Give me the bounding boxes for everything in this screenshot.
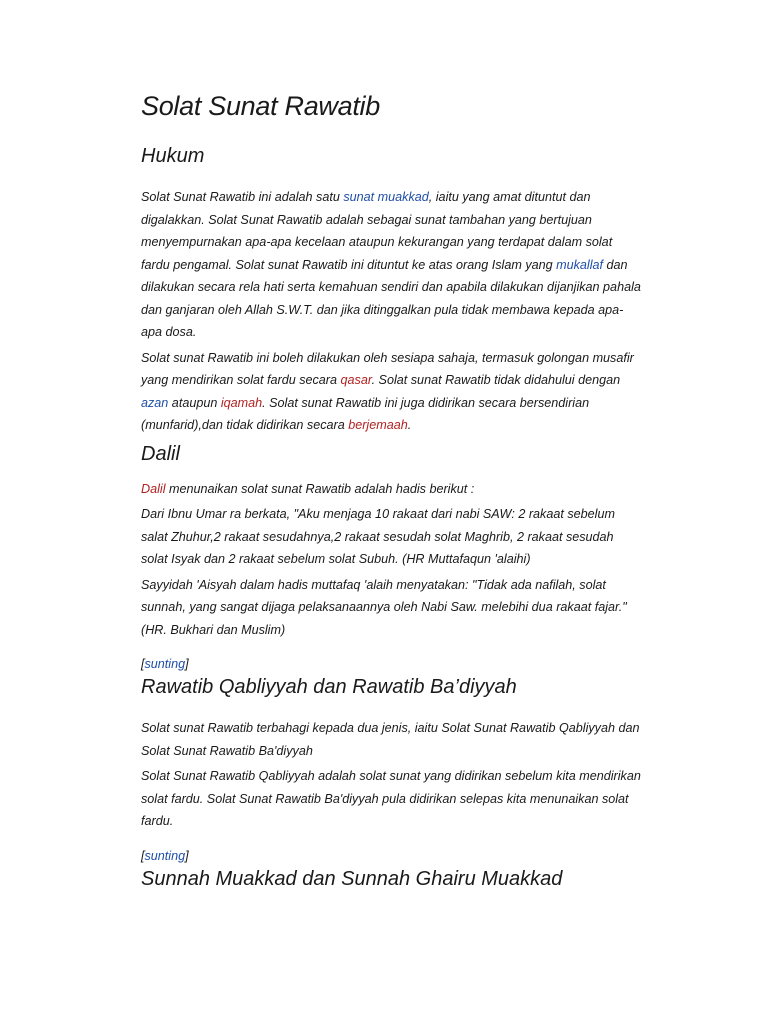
- edit-link-2: [sunting]: [141, 848, 189, 863]
- hukum-paragraph-2: Solat sunat Rawatib ini boleh dilakukan oleh sesiapa sahaja, termasuk golongan musafir yang mendirikan solat fardu secara qasar. Solat sunat Rawatib tidak didahului dengan azan ataupun iqamah. Solat sunat Rawatib ini juga didirikan secara bersendirian (munfarid),dan tidak didirikan secara berjemaah.: [141, 350, 634, 432]
- article-body: [141, 86, 641, 893]
- dalil-paragraph-3: Sayyidah 'Aisyah dalam hadis muttafaq 'alaih menyatakan: "Tidak ada nafilah, solat sunnah, yang sangat dijaga pelaksanaannya oleh Nabi Saw. melebihi dua rakaat fajar." (HR. Bukhari dan Muslim): [141, 577, 627, 637]
- sunting-link[interactable]: sunting: [144, 657, 186, 671]
- link-azan[interactable]: azan: [141, 395, 169, 410]
- link-qasar[interactable]: qasar: [340, 373, 372, 387]
- rawatib-paragraph-2: Solat Sunat Rawatib Qabliyyah adalah solat sunat yang didirikan sebelum kita mendirikan solat fardu. Solat Sunat Rawatib Ba'diyyah pula didirikan selepas kita menunaikan solat fardu.: [141, 769, 641, 828]
- heading-rawatib: Rawatib Qabliyyah dan Rawatib Ba’diyyah: [141, 676, 517, 698]
- heading-dalil: Dalil: [141, 442, 180, 465]
- sunting-link[interactable]: sunting: [144, 848, 186, 863]
- rawatib-paragraph-1: Solat sunat Rawatib terbahagi kepada dua jenis, iaitu Solat Sunat Rawatib Qabliyyah dan Solat Sunat Rawatib Ba'diyyah: [141, 721, 640, 758]
- heading-sunnah: Sunnah Muakkad dan Sunnah Ghairu Muakkad: [141, 867, 563, 890]
- link-berjemaah[interactable]: berjemaah: [348, 418, 408, 432]
- link-sunat-muakkad[interactable]: sunat muakkad: [343, 190, 429, 204]
- hukum-paragraph-1: Solat Sunat Rawatib ini adalah satu sunat muakkad, iaitu yang amat dituntut dan digalakkan. Solat Sunat Rawatib adalah sebagai sunat tambahan yang bertujuan menyempurnakan apa-apa kecelaan ataupun kekurangan yang terdapat dalam solat fardu pengamal. Solat sunat Rawatib ini dituntut ke atas orang Islam yang mukallaf dan dilakukan secara rela hati serta kemahuan sendiri dan apabila dilakukan dijanjikan pahala dan ganjaran oleh Allah S.W.T. dan jika ditinggalkan pula tidak membawa kepada apa-apa dosa.: [141, 190, 641, 339]
- heading-hukum: Hukum: [141, 145, 205, 167]
- link-dalil[interactable]: Dalil: [141, 481, 166, 496]
- dalil-paragraph-2: Dari Ibnu Umar ra berkata, "Aku menjaga 10 rakaat dari nabi SAW: 2 rakaat sebelum salat Zhuhur,2 rakaat sesudahnya,2 rakaat sesudah solat Maghrib, 2 rakaat sesudah solat Isyak dan 2 rakaat sebelum solat Subuh. (HR Muttafaqun 'alaihi): [141, 507, 615, 566]
- link-mukallaf[interactable]: mukallaf: [556, 257, 604, 272]
- page-title: Solat Sunat Rawatib: [141, 91, 380, 121]
- dalil-paragraph-1: Dalil menunaikan solat sunat Rawatib adalah hadis berikut :: [141, 481, 475, 496]
- edit-link-1: [sunting]: [141, 657, 189, 671]
- link-iqamah[interactable]: iqamah: [220, 395, 263, 410]
